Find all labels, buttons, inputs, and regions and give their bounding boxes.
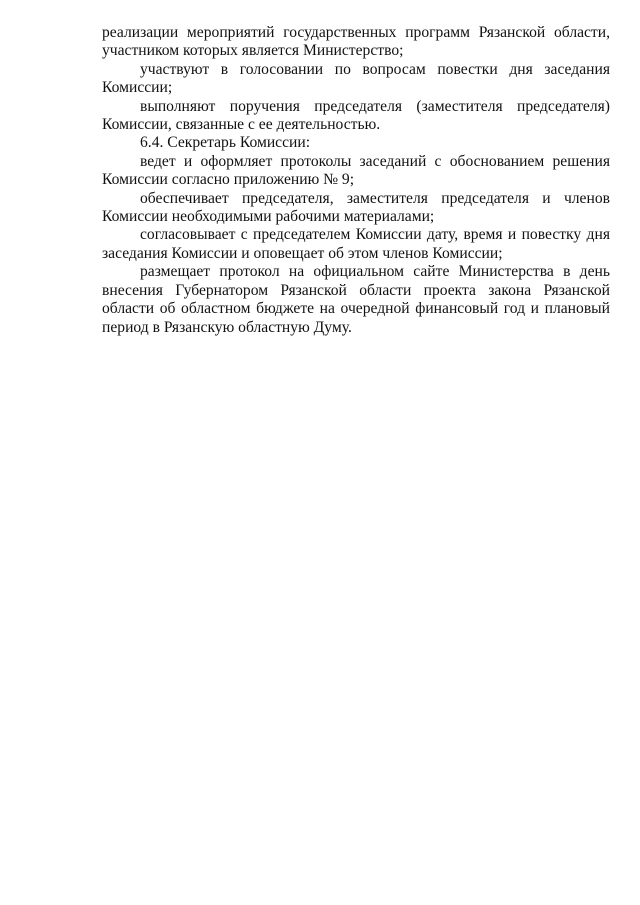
- paragraph-6: обеспечивает председателя, заместителя председателя и членов Комиссии необходимыми рабочими материалами;: [102, 189, 610, 226]
- paragraph-7: согласовывает с председателем Комиссии дату, время и повестку дня заседания Комиссии и оповещает об этом членов Комиссии;: [102, 226, 610, 262]
- section-heading-6-4: 6.4. Секретарь Комиссии:: [140, 134, 311, 152]
- paragraph-3: выполняют поручения председателя (заместителя председателя) Комиссии, связанные с ее деятельностью.: [102, 97, 610, 134]
- paragraph-2: участвуют в голосовании по вопросам повестки дня заседания Комиссии;: [102, 60, 610, 97]
- paragraph-8: размещает протокол на официальном сайте Министерства в день внесения Губернатором Рязанской области проекта закона Рязанской области об областном бюджете на очередной финансовый год и плановый период в Рязанскую областную Думу.: [102, 263, 610, 336]
- paragraph-5: ведет и оформляет протоколы заседаний с обоснованием решения Комиссии согласно приложению № 9;: [102, 152, 610, 189]
- paragraph-1: реализации мероприятий государственных программ Рязанской области, участником которых является Министерство;: [102, 24, 610, 60]
- document-body: [102, 24, 610, 337]
